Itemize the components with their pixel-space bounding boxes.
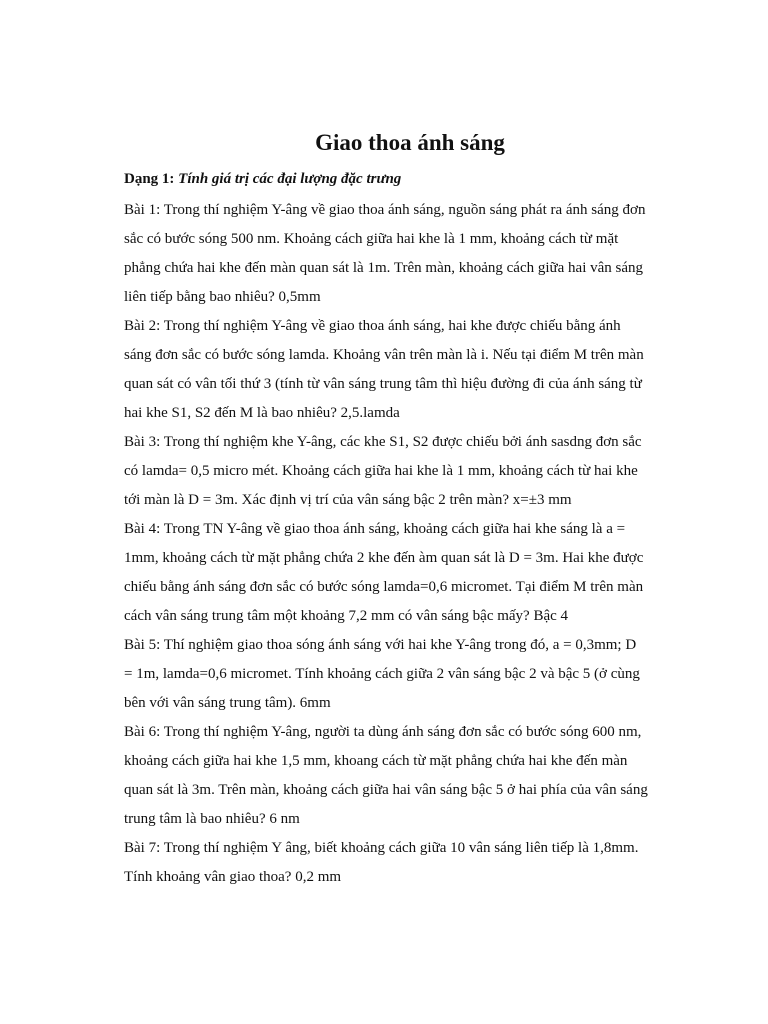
exercise-6: [124, 718, 704, 834]
exercise-line: có lamda= 0,5 micro mét. Khoảng cách giữa hai khe là 1 mm, khoảng cách từ hai khe: [124, 463, 638, 479]
exercise-line: liên tiếp bằng bao nhiêu? 0,5mm: [124, 289, 321, 305]
exercise-line: trung tâm là bao nhiêu? 6 nm: [124, 811, 300, 827]
exercise-line: quan sát là 3m. Trên màn, khoảng cách giữa hai vân sáng bậc 5 ở hai phía của vân sáng: [124, 782, 648, 798]
exercise-line: Bài 6: Trong thí nghiệm Y-âng, người ta dùng ánh sáng đơn sắc có bước sóng 600 nm,: [124, 724, 642, 740]
exercise-4: [124, 515, 704, 631]
section-label: Dạng 1:: [124, 171, 175, 187]
exercise-line: Bài 3: Trong thí nghiệm khe Y-âng, các khe S1, S2 được chiếu bởi ánh sasdng đơn sắc: [124, 434, 642, 450]
exercise-3: [124, 428, 704, 515]
exercise-line: Bài 4: Trong TN Y-âng về giao thoa ánh sáng, khoảng cách giữa hai khe sáng là a =: [124, 521, 626, 537]
exercise-line: bên với vân sáng trung tâm). 6mm: [124, 695, 331, 711]
exercise-line: Bài 1: Trong thí nghiệm Y-âng về giao thoa ánh sáng, nguồn sáng phát ra ánh sáng đơn: [124, 202, 646, 218]
exercise-line: cách vân sáng trung tâm một khoảng 7,2 mm có vân sáng bậc mấy? Bậc 4: [124, 608, 569, 624]
exercise-line: phẳng chứa hai khe đến màn quan sát là 1m. Trên màn, khoảng cách giữa hai vân sáng: [124, 260, 644, 276]
exercise-line: Tính khoảng vân giao thoa? 0,2 mm: [124, 869, 342, 885]
section-topic: Tính giá trị các đại lượng đặc trưng: [178, 171, 402, 187]
document-title: Giao thoa ánh sáng: [315, 130, 505, 155]
exercise-7: [124, 834, 704, 892]
exercise-2: [124, 312, 704, 428]
exercise-line: 1mm, khoảng cách từ mặt phẳng chứa 2 khe đến àm quan sát là D = 3m. Hai khe được: [124, 550, 644, 566]
exercise-1: [124, 196, 704, 312]
exercise-line: sáng đơn sắc có bước sóng lamda. Khoảng vân trên màn là i. Nếu tại điểm M trên màn: [124, 347, 644, 363]
exercise-line: Bài 2: Trong thí nghiệm Y-âng về giao thoa ánh sáng, hai khe được chiếu bằng ánh: [124, 318, 621, 334]
exercise-line: chiếu bằng ánh sáng đơn sắc có bước sóng lamda=0,6 micromet. Tại điểm M trên màn: [124, 579, 644, 595]
exercise-line: quan sát có vân tối thứ 3 (tính từ vân sáng trung tâm thì hiệu đường đi của ánh sáng từ: [124, 376, 642, 392]
exercise-line: Bài 7: Trong thí nghiệm Y âng, biết khoảng cách giữa 10 vân sáng liên tiếp là 1,8mm.: [124, 840, 639, 856]
exercise-line: Bài 5: Thí nghiệm giao thoa sóng ánh sáng với hai khe Y-âng trong đó, a = 0,3mm; D: [124, 637, 637, 653]
exercise-list: [124, 196, 704, 892]
exercise-line: sắc có bước sóng 500 nm. Khoảng cách giữa hai khe là 1 mm, khoảng cách từ mặt: [124, 231, 619, 247]
exercise-line: tới màn là D = 3m. Xác định vị trí của vân sáng bậc 2 trên màn? x=±3 mm: [124, 492, 572, 508]
exercise-5: [124, 631, 704, 718]
section-heading: [124, 168, 401, 190]
exercise-line: hai khe S1, S2 đến M là bao nhiêu? 2,5.lamda: [124, 405, 400, 421]
exercise-line: khoảng cách giữa hai khe 1,5 mm, khoang cách từ mặt phẳng chứa hai khe đến màn: [124, 753, 628, 769]
exercise-line: = 1m, lamda=0,6 micromet. Tính khoảng cách giữa 2 vân sáng bậc 2 và bậc 5 (ở cùng: [124, 666, 640, 682]
